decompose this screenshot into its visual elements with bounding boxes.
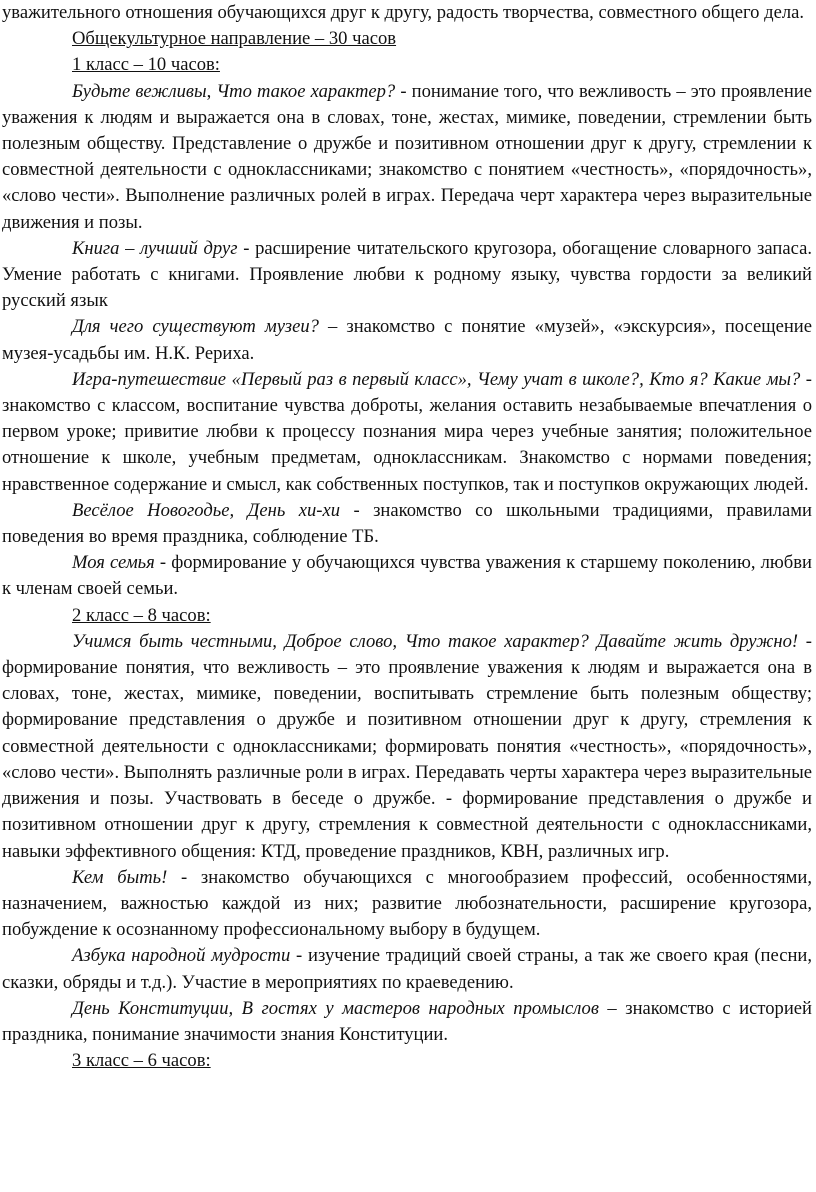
heading-text: 3 класс – 6 часов:	[72, 1050, 211, 1072]
topic-description: - формирование у обучающихся чувства уважения к старшему поколению, любви к членам своей семьи.	[2, 552, 812, 600]
heading-text: 1 класс – 10 часов:	[72, 54, 220, 76]
topic-paragraph	[2, 550, 812, 602]
topic-description: - знакомство с классом, воспитание чувства доброты, желания оставить незабываемые впечатления о первом уроке; привитие любви к процессу познания мира через учебные занятия; положительное отношение к школе, учебным предметам, одноклассникам. Знакомство с нормами поведения; нравственное содержание и смысл, как собственных поступков, так и поступков окружающих людей.	[2, 368, 812, 495]
grade-heading-3	[2, 1048, 812, 1074]
topic-paragraph	[2, 865, 812, 944]
topic-paragraph	[2, 79, 812, 236]
topic-title: Для чего существуют музеи?	[72, 316, 319, 338]
topic-paragraph	[2, 629, 812, 865]
topic-description: - изучение традиций своей страны, а так же своего края (песни, сказки, обряды и т.д.). Участие в мероприятиях по краеведению.	[2, 945, 812, 993]
topic-paragraph	[2, 314, 812, 366]
grade-heading-2	[2, 603, 812, 629]
topic-paragraph	[2, 996, 812, 1048]
topic-description: - понимание того, что вежливость – это проявление уважения к людям и выражается она в словах, тоне, жестах, мимике, поведении, стремлении быть полезным обществу. Представление о дружбе и позитивном отношении друг к другу, стремлении к совместной деятельности с одноклассниками; знакомство с понятием «честность», «порядочность», «слово чести». Выполнение различных ролей в играх. Передача черт характера через выразительные движения и позы.	[2, 80, 812, 233]
topic-description: - формирование понятия, что вежливость – это проявление уважения к людям и выражается она в словах, тоне, жестах, мимике, поведении, воспитывать стремление быть полезным обществу; формирование представления о дружбе и позитивном отношении друг к другу, стремления к совместной деятельности с одноклассниками; формировать понятия «честность», «порядочность», «слово чести». Выполнять различные роли в играх. Передавать черты характера через выразительные движения и позы. Участвовать в беседе о дружбе. - формирование представления о дружбе и позитивном отношении друг к другу, стремления к совместной деятельности с одноклассниками, навыки эффективного общения: КТД, проведение праздников, КВН, различных игр.	[2, 630, 813, 862]
section-heading	[2, 26, 812, 52]
heading-text: 2 класс – 8 часов:	[72, 604, 211, 626]
heading-text: Общекультурное направление – 30 часов	[72, 28, 397, 50]
topic-title: Игра-путешествие «Первый раз в первый класс», Чему учат в школе?, Кто я? Какие мы?	[72, 368, 801, 390]
topic-title: Весёлое Новогодье, День хи-хи	[72, 499, 341, 521]
topic-separator: ,	[206, 80, 217, 102]
topic-description: - знакомство обучающихся с многообразием профессий, особенностями, назначением, важностью каждой из них; развитие любознательности, расширение кругозора, побуждение к осознанному профессиональному выбору в будущем.	[2, 866, 812, 941]
topic-description: - расширение читательского кругозора, обогащение словарного запаса. Умение работать с книгами. Проявление любви к родному языку, чувства гордости за великий русский язык	[2, 237, 812, 312]
topic-title-2: Что такое характер?	[216, 80, 396, 102]
topic-title: Кем быть!	[72, 866, 168, 888]
topic-paragraph	[2, 236, 812, 315]
topic-paragraph	[2, 943, 812, 995]
topic-description: – знакомство с понятие «музей», «экскурсия», посещение музея-усадьбы им. Н.К. Рериха.	[2, 316, 813, 364]
topic-description: - знакомство со школьными традициями, правилами поведения во время праздника, соблюдение ТБ.	[2, 499, 813, 548]
topic-title: Азбука народной мудрости	[72, 945, 291, 967]
grade-heading-1	[2, 52, 812, 78]
topic-title: Книга – лучший друг	[72, 237, 238, 259]
topic-paragraph	[2, 498, 812, 550]
topic-title: Моя семья	[72, 552, 155, 574]
topic-title: День Конституции, В гостях у мастеров народных промыслов	[72, 997, 599, 1019]
topic-title: Учимся быть честными, Доброе слово, Что такое характер? Давайте жить дружно!	[72, 630, 799, 652]
paragraph-continuation: уважительного отношения обучающихся друг к другу, радость творчества, совместного общего дела.	[2, 2, 804, 23]
topic-description: – знакомство с историей праздника, понимание значимости знания Конституции.	[2, 997, 812, 1045]
topic-paragraph	[2, 367, 812, 498]
topic-title: Будьте вежливы	[72, 80, 207, 102]
